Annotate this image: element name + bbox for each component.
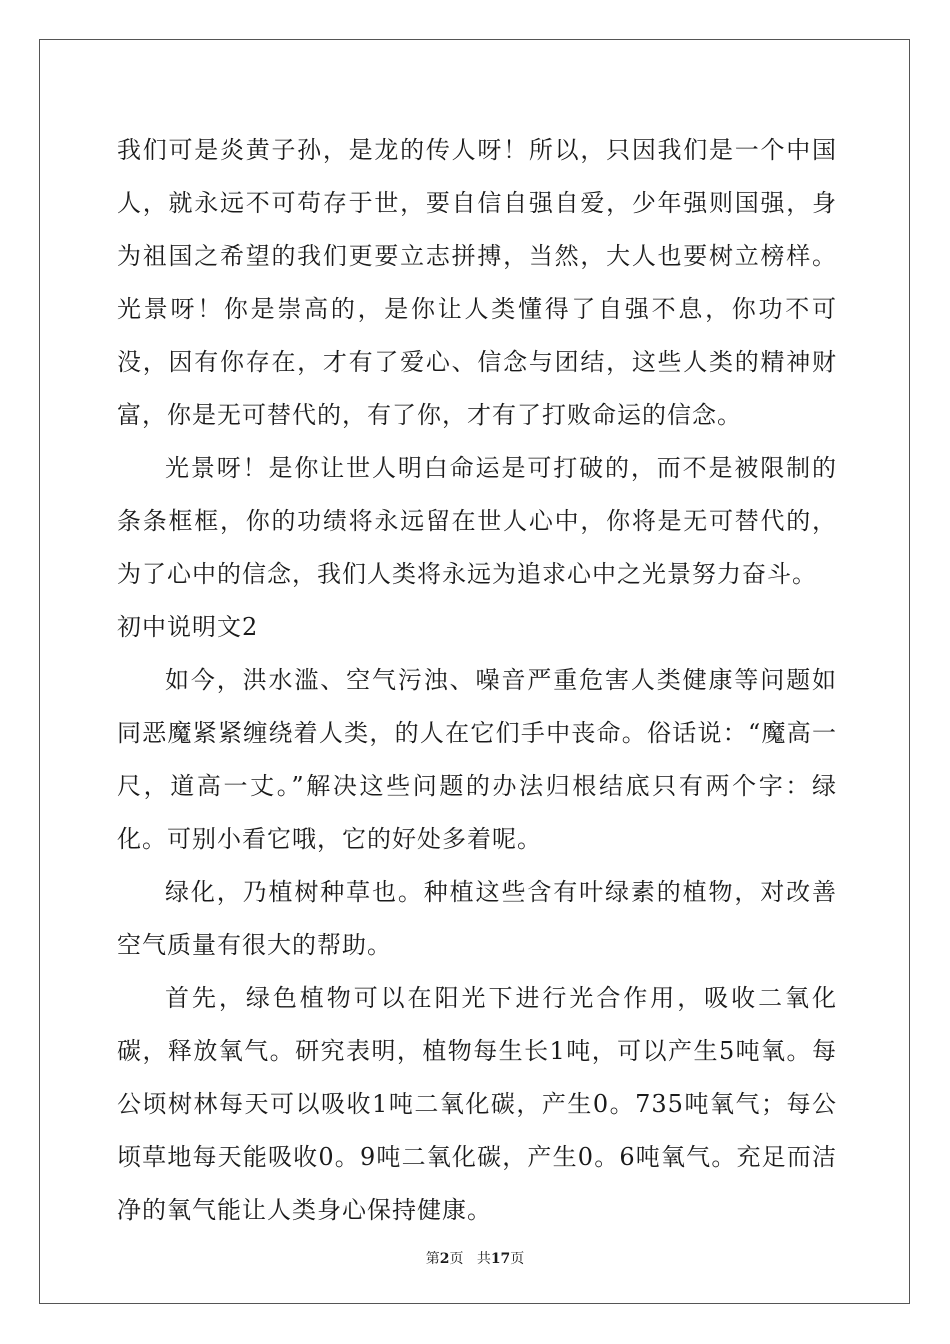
page-suffix: 页 — [449, 1251, 464, 1267]
paragraph-2: 光景呀！是你让世人明白命运是可打破的，而不是被限制的条条框框，你的功绩将永远留在世人心中，你将是无可替代的，为了心中的信念，我们人类将永远为追求心中之光景努力奋斗。 — [117, 454, 837, 588]
total-suffix: 页 — [510, 1251, 525, 1267]
paragraph-5: 首先，绿色植物可以在阳光下进行光合作用，吸收二氧化碳，释放氧气。研究表明，植物每生长1吨，可以产生5吨氧。每公顷树林每天可以吸收1吨二氧化碳，产生0。735吨氧气；每公顷草地每天能吸收0。9吨二氧化碳，产生0。6吨氧气。充足而洁净的氧气能让人类身心保持健康。 — [117, 984, 837, 1224]
paragraph-1: 我们可是炎黄子孙，是龙的传人呀！所以，只因我们是一个中国人，就永远不可苟存于世，要自信自强自爱，少年强则国强，身为祖国之希望的我们更要立志拼搏，当然，大人也要树立榜样。光景呀！你是崇高的，是你让人类懂得了自强不息，你功不可没，因有你存在，才有了爱心、信念与团结，这些人类的精神财富，你是无可替代的，有了你，才有了打败命运的信念。 — [117, 136, 837, 429]
paragraph-4: 绿化，乃植树种草也。种植这些含有叶绿素的植物，对改善空气质量有很大的帮助。 — [117, 878, 837, 959]
page-footer — [0, 1248, 950, 1268]
total-prefix: 共 — [476, 1251, 491, 1267]
page-number: 2 — [439, 1251, 450, 1267]
total-pages: 17 — [490, 1251, 511, 1267]
page-prefix: 第 — [425, 1251, 440, 1267]
section-title: 初中说明文2 — [117, 613, 259, 641]
document-body — [117, 124, 837, 1237]
paragraph-3: 如今，洪水滥、空气污浊、噪音严重危害人类健康等问题如同恶魔紧紧缠绕着人类，的人在它们手中丧命。俗话说：“魔高一尺，道高一丈。”解决这些问题的办法归根结底只有两个字：绿化。可别小看它哦，它的好处多着呢。 — [117, 666, 837, 853]
